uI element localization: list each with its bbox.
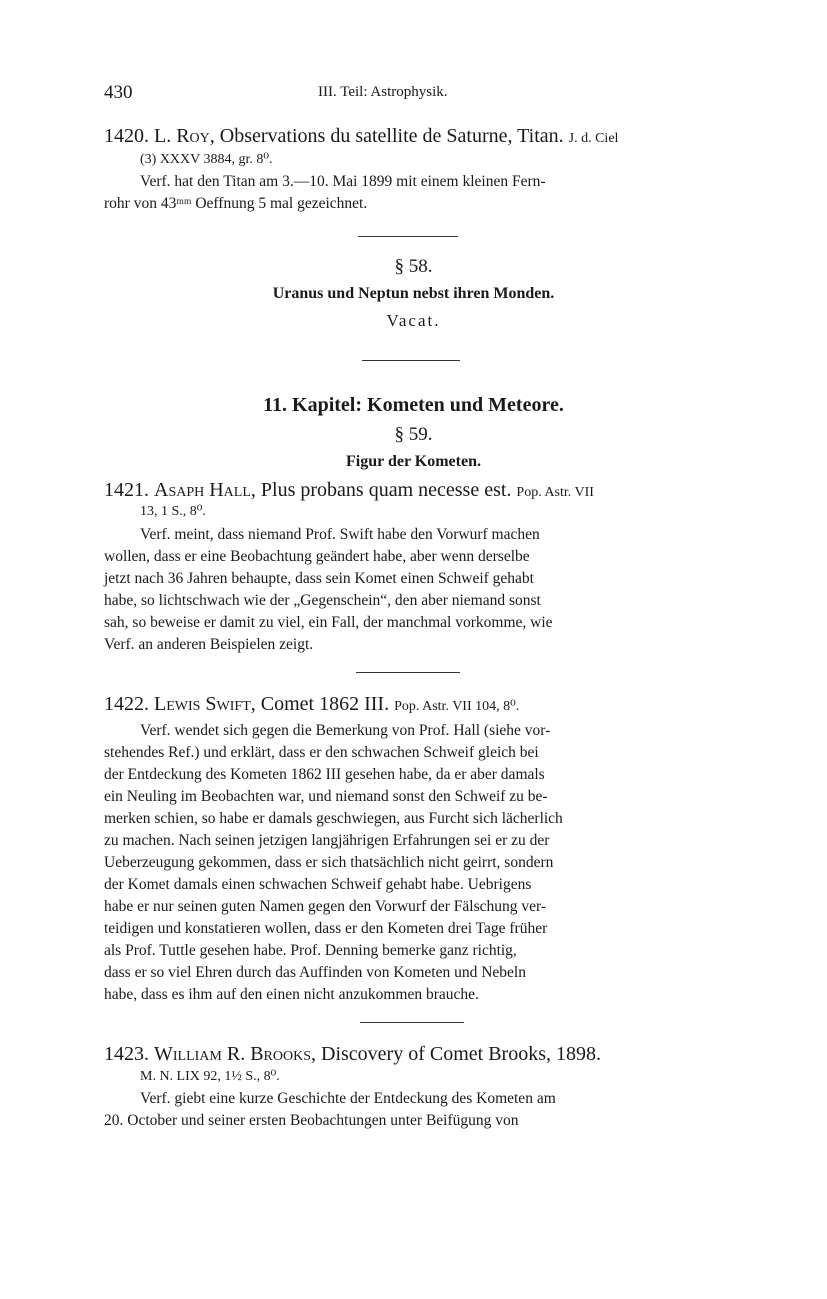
section-58-note: Vacat. <box>386 311 441 330</box>
entry-source: Pop. Astr. VII 104, 8⁰. <box>394 699 520 714</box>
page-number: 430 <box>104 82 133 103</box>
entry-title: Comet 1862 III. <box>260 693 390 715</box>
text-line: sah, so beweise er damit zu viel, ein Fall, der manchmal vorkomme, wie <box>104 614 553 631</box>
entry-author: Lewis Swift, <box>154 693 256 715</box>
text-line: stehendes Ref.) und erklärt, dass er den schwachen Schweif gleich bei <box>104 744 539 761</box>
text-line: habe, dass es ihm auf den einen nicht anzukommen brauche. <box>104 986 479 1003</box>
entry-number: 1422. <box>104 693 149 715</box>
section-59-number: § 59. <box>394 424 433 445</box>
section-58-number: § 58. <box>394 256 433 277</box>
text-line: Verf. an anderen Beispielen zeigt. <box>104 636 314 653</box>
entry-1420-heading <box>104 125 618 148</box>
text-line: wollen, dass er eine Beobachtung geändert habe, aber wenn derselbe <box>104 548 530 565</box>
entry-number: 1420. <box>104 125 149 147</box>
text-line: merken schien, so habe er damals geschwiegen, aus Furcht sich lächerlich <box>104 810 563 827</box>
entry-1422-heading <box>104 693 519 716</box>
divider <box>358 236 458 237</box>
running-title: III. Teil: Astrophysik. <box>318 84 448 100</box>
entry-1423-source: M. N. LIX 92, 1½ S., 8⁰. <box>140 1069 280 1084</box>
divider <box>360 1022 464 1023</box>
text-line: zu machen. Nach seinen jetzigen langjährigen Erfahrungen sei er zu der <box>104 832 550 849</box>
chapter-title: 11. Kapitel: Kometen und Meteore. <box>263 394 564 416</box>
text-line: habe er nur seinen guten Namen gegen den Vorwurf der Fälschung ver- <box>104 898 547 915</box>
entry-title: Plus probans quam necesse est. <box>260 479 512 501</box>
text-line: ein Neuling im Beobachten war, und niemand sonst den Schweif zu be- <box>104 788 548 805</box>
entry-title: Observations du satellite de Saturne, Titan. <box>219 125 564 147</box>
text-line: habe, so lichtschwach wie der „Gegenschein“, den aber niemand sonst <box>104 592 541 609</box>
text-line: der Komet damals einen schwachen Schweif gehabt habe. Uebrigens <box>104 876 532 893</box>
entry-1420-text-line: rohr von 43ᵐᵐ Oeffnung 5 mal gezeichnet. <box>104 195 368 212</box>
entry-number: 1423. <box>104 1043 149 1065</box>
entry-title: Discovery of Comet Brooks, 1898. <box>321 1043 601 1065</box>
text-line: Verf. wendet sich gegen die Bemerkung von Prof. Hall (siehe vor- <box>140 722 551 739</box>
entry-author: William R. Brooks, <box>154 1043 316 1065</box>
entry-1420-text-line: Verf. hat den Titan am 3.—10. Mai 1899 mit einem kleinen Fern- <box>140 173 546 190</box>
entry-author: L. Roy, <box>154 125 215 147</box>
section-58-title: Uranus und Neptun nebst ihren Monden. <box>272 285 555 302</box>
entry-author: Asaph Hall, <box>154 479 256 501</box>
section-59-title: Figur der Kometen. <box>346 453 481 470</box>
text-line: 20. October und seiner ersten Beobachtungen unter Beifügung von <box>104 1112 519 1129</box>
text-line: teidigen und konstatieren wollen, dass er den Kometen drei Tage früher <box>104 920 548 937</box>
text-line: dass er so viel Ehren durch das Auffinden von Kometen und Nebeln <box>104 964 526 981</box>
text-line: der Entdeckung des Kometen 1862 III gesehen habe, da er aber damals <box>104 766 545 783</box>
entry-1421-body <box>104 524 718 656</box>
entry-source: Pop. Astr. VII <box>516 485 594 500</box>
text-line: jetzt nach 36 Jahren behaupte, dass sein Komet einen Schweif gehabt <box>104 570 534 587</box>
divider <box>362 360 460 361</box>
entry-1423-heading <box>104 1043 601 1066</box>
entry-1420-source-cont: (3) XXXV 3884, gr. 8⁰. <box>140 152 273 167</box>
text-line: Verf. giebt eine kurze Geschichte der Entdeckung des Kometen am <box>140 1090 556 1107</box>
text-line: Verf. meint, dass niemand Prof. Swift habe den Vorwurf machen <box>140 526 540 543</box>
divider <box>356 672 460 673</box>
text-line: Ueberzeugung gekommen, dass er sich thatsächlich nicht geirrt, sondern <box>104 854 554 871</box>
entry-1422-body <box>104 720 718 1006</box>
entry-source: J. d. Ciel <box>568 131 619 146</box>
entry-1423-body <box>104 1088 718 1132</box>
entry-1421-source-cont: 13, 1 S., 8⁰. <box>140 504 206 519</box>
text-line: als Prof. Tuttle gesehen habe. Prof. Denning bemerke ganz richtig, <box>104 942 517 959</box>
entry-number: 1421. <box>104 479 149 501</box>
entry-1421-heading <box>104 479 594 502</box>
